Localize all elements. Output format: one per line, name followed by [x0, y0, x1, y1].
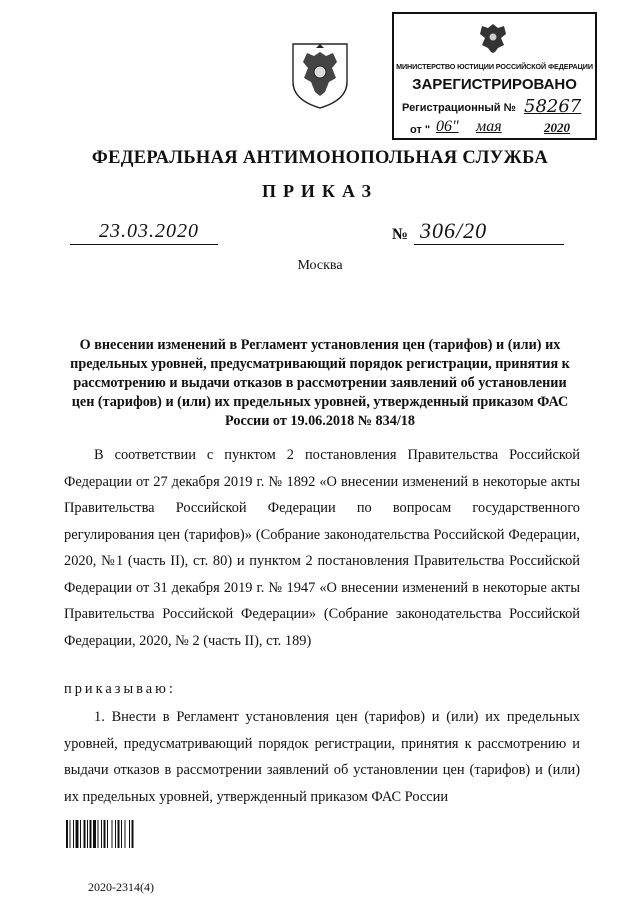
stamp-date-prefix: от ": [410, 124, 431, 136]
stamp-ministry-text: МИНИСТЕРСТВО ЮСТИЦИИ РОССИЙСКОЙ ФЕДЕРАЦИИ: [396, 62, 593, 71]
stamp-registered-text: ЗАРЕГИСТРИРОВАНО: [412, 76, 577, 93]
stamp-regnum-value: 58267: [524, 96, 582, 117]
coat-of-arms-emblem: [285, 38, 355, 110]
stamp-day: 06": [436, 118, 459, 135]
stamp-month: мая: [476, 118, 502, 135]
stamp-year: 2020: [544, 120, 570, 135]
number-sign: №: [392, 226, 409, 243]
order-date: 23.03.2020: [99, 220, 199, 242]
order-number: 306/20: [420, 218, 488, 243]
stamp-eagle-icon: [476, 18, 510, 54]
agency-name: ФЕДЕРАЛЬНАЯ АНТИМОНОПОЛЬНАЯ СЛУЖБА: [91, 148, 549, 168]
preamble-paragraph: В соответствии с пунктом 2 постановления Правительства Российской Федерации от 27 декабря 2019 г. № 1892 «О внесении изменений в некоторые акты Правительства Российской Федерации по вопросам государственного регулирования цен (тарифов)» (Собрание законодательства Российской Федерации, 2020, №1 (часть II), ст. 80) и пунктом 2 постановления Правительства Российской Федерации от 31 декабря 2019 г. № 1947 «О внесении изменений в некоторые акты Правительства Российской Федерации» (Собрание законодательства Российской Федерации, 2020, № 2 (часть II), ст. 189): [64, 447, 580, 649]
document-type: ПРИКАЗ: [261, 181, 379, 201]
document-title: О внесении изменений в Регламент установления цен (тарифов) и (или) их предельных уровней, предусматривающий порядок регистрации, принятия к рассмотрению и выдачи отказов в рассмотрении заявлений об установлении цен (тарифов) и (или) их предельных уровней, утвержденный приказом ФАС России от 19.06.2018 № 834/18: [70, 337, 570, 429]
document-id: 2020-2314(4): [88, 880, 154, 894]
clause-paragraph-1: 1. Внести в Регламент установления цен (тарифов) и (или) их предельных уровней, предусматривающий порядок регистрации, принятия к рассмотрению и выдачи отказов в рассмотрении заявлений об установлении цен (тарифов) и (или) их предельных уровней, утвержденный приказом ФАС России: [64, 709, 580, 805]
order-verb: приказываю:: [64, 681, 176, 697]
stamp-regnum-label: Регистрационный №: [402, 102, 516, 114]
barcode-icon: [66, 820, 164, 848]
number-underline: [414, 244, 564, 245]
city: Москва: [297, 258, 343, 273]
date-underline: [70, 244, 218, 245]
registration-stamp: [392, 12, 597, 140]
